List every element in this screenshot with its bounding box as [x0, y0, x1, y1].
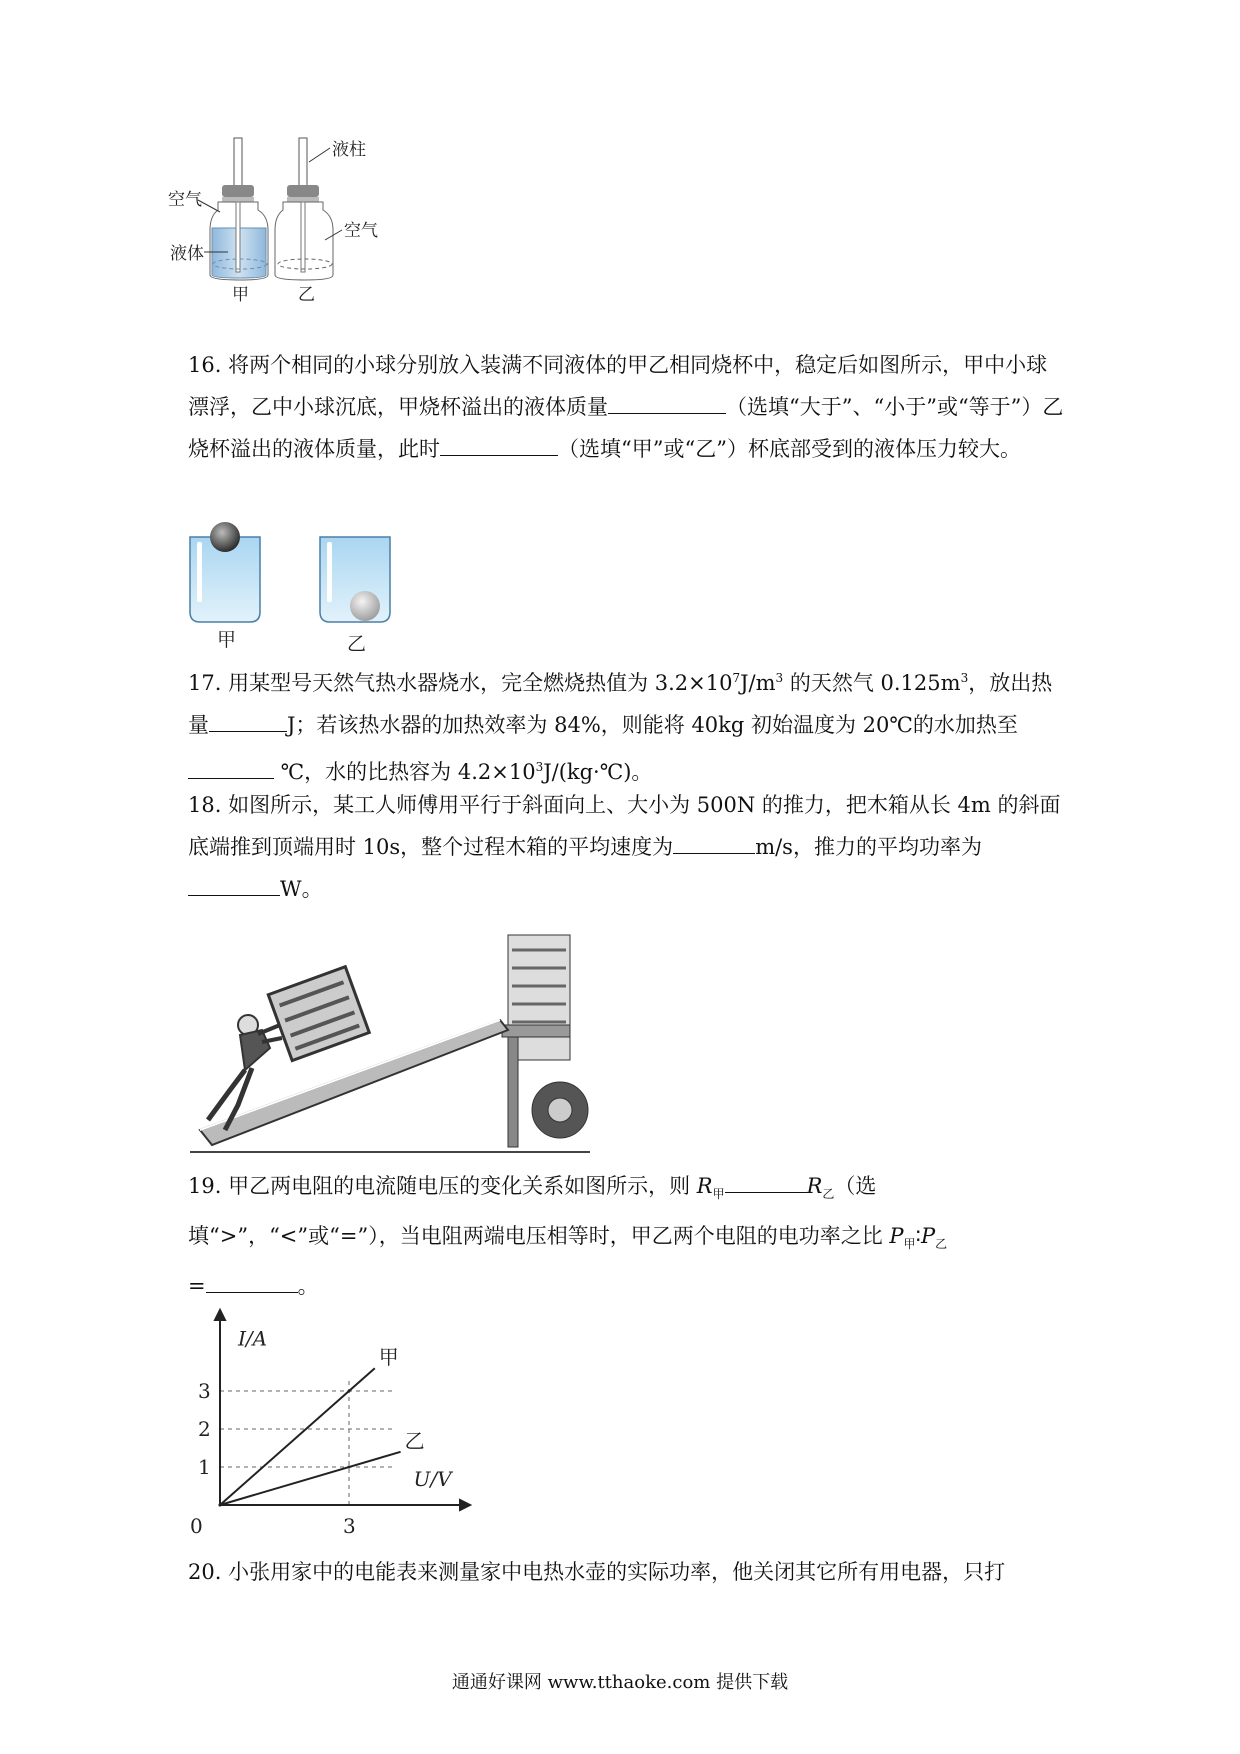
label-yi: 乙	[298, 285, 315, 305]
y-tick-label-1: 1	[198, 1455, 211, 1479]
wooden-crate	[268, 967, 369, 1061]
blank-19-2[interactable]	[206, 1268, 298, 1293]
beaker-yi	[320, 537, 390, 622]
blank-19-1[interactable]	[725, 1168, 807, 1193]
bottle-figure	[160, 130, 420, 305]
y-tick-label-2: 2	[198, 1417, 211, 1441]
x-tick-label-3: 3	[343, 1514, 356, 1538]
truck	[502, 935, 588, 1147]
footer: 通通好课网 www.tthaoke.com 提供下载	[451, 1672, 789, 1693]
series-point-jia-1	[348, 1390, 351, 1393]
y-tick-label-3: 3	[198, 1379, 211, 1403]
ball-sunk	[350, 591, 380, 621]
blank-16-1[interactable]	[608, 389, 726, 414]
beaker-jia	[190, 522, 260, 622]
question-17: 17. 用某型号天然气热水器烧水，完全燃烧热值为 $3.2\times 10^7J/m^3$ 的天然气 $0.125m^3$，放出热量 J；若该热水器的加热效率为 84%，则能将 40kg 初始温度为 20℃的水加热至 ℃，水的比热容为 $4.2\times 10^3J/(kg\cdot℃)$。	[188, 671, 1053, 784]
question-20: 20. 小张用家中的电能表来测量家中电热水壶的实际功率，他关闭其它所有用电器，只打	[188, 1560, 1006, 1584]
series-line-jia	[220, 1368, 375, 1505]
label-jia: 甲	[232, 285, 249, 305]
ball-floating	[210, 522, 240, 552]
series-point-yi-0	[219, 1504, 222, 1507]
label-liquid-column: 液柱	[332, 140, 366, 160]
ramp-figure	[190, 930, 590, 1155]
iu-chart	[180, 1300, 480, 1540]
origin-label: 0	[190, 1514, 203, 1538]
question-18: 18. 如图所示，某工人师傅用平行于斜面向上、大小为 500N 的推力，把木箱从长 4m 的斜面底端推到顶端用时 10s，整个过程木箱的平均速度为 m/s，推力的平均功率为 W。	[188, 793, 1061, 901]
beaker-label-yi: 乙	[347, 633, 367, 652]
question-16: 16. 将两个相同的小球分别放入装满不同液体的甲乙相同烧杯中，稳定后如图所示，甲中小球漂浮，乙中小球沉底，甲烧杯溢出的液体质量 （选填“大于”、“小于”或“等于”）乙烧杯溢出的液体质量，此时 （选填“甲”或“乙”）杯底部受到的液体压力较大。	[188, 353, 1064, 461]
bottle-yi	[275, 138, 333, 280]
x-axis-arrow	[460, 1500, 470, 1510]
y-axis-arrow	[215, 1310, 225, 1320]
blank-18-2[interactable]	[188, 871, 280, 896]
series-line-yi	[220, 1452, 401, 1505]
question-19: 19. 甲乙两电阻的电流随电压的变化关系如图所示，则 $R_甲$ $R_乙$（选填“>”，“<”或“=”），当电阻两端电压相等时，甲乙两个电阻的电功率之比 $P_甲∶P_乙$ = 。	[188, 1165, 1068, 1307]
blank-16-2[interactable]	[440, 431, 558, 456]
blank-17-1[interactable]	[209, 707, 287, 732]
label-air-right: 空气	[344, 221, 378, 241]
bottle-jia	[210, 138, 268, 280]
beaker-figure	[185, 522, 415, 652]
x-axis-label: U/V	[413, 1467, 452, 1491]
series-point-yi-1	[348, 1466, 351, 1469]
blank-18-1[interactable]	[673, 829, 755, 854]
series-label-jia: 甲	[378, 1345, 399, 1370]
beaker-label-jia: 甲	[217, 629, 237, 651]
label-liquid: 液体	[170, 244, 204, 264]
blank-17-2[interactable]	[188, 754, 274, 779]
series-label-yi: 乙	[404, 1428, 425, 1453]
label-air-left: 空气	[168, 190, 202, 210]
y-axis-label: I/A	[238, 1326, 268, 1351]
